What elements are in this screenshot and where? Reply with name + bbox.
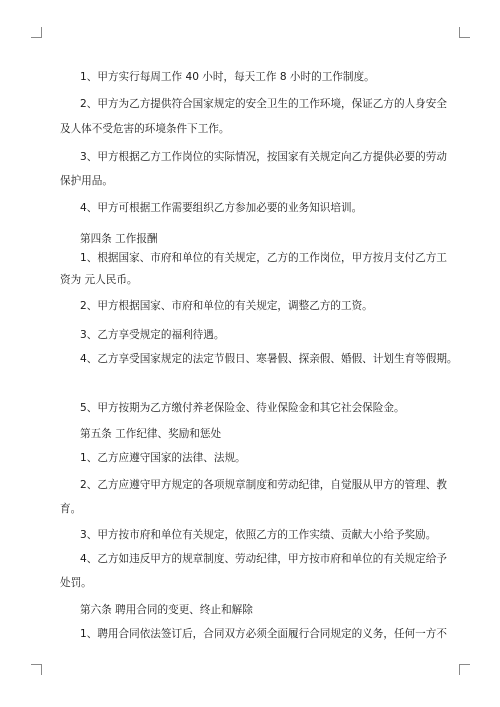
document-line: 4、乙方享受国家规定的法定节假日、寒暑假、探亲假、婚假、计划生育等假期。 <box>80 353 458 365</box>
document-line: 4、乙方如违反甲方的规章制度、劳动纪律，甲方按市府和单位的有关规定给予 <box>80 553 447 565</box>
document-line: 第五条 工作纪律、奖励和惩处 <box>80 428 222 440</box>
document-line: 1、聘用合同依法签订后，合同双方必须全面履行合同规定的义务，任何一方不 <box>80 628 447 640</box>
document-line: 1、甲方实行每周工作 40 小时，每天工作 8 小时的工作制度。 <box>80 71 375 83</box>
document-line: 1、乙方应遵守国家的法律、法规。 <box>80 452 246 464</box>
document-line: 资为 元人民币。 <box>60 274 138 286</box>
document-line: 第六条 聘用合同的变更、终止和解除 <box>80 604 253 616</box>
document-line: 保护用品。 <box>60 175 113 187</box>
document-line: 2、乙方应遵守甲方规定的各项规章制度和劳动纪律，自觉服从甲方的管理、教 <box>80 479 447 491</box>
document-line: 5、甲方按期为乙方缴付养老保险金、待业保险金和其它社会保险金。 <box>80 402 405 414</box>
document-line: 3、乙方享受规定的福利待遇。 <box>80 329 225 341</box>
document-line: 第四条 工作报酬 <box>80 233 158 245</box>
document-line: 3、甲方按市府和单位有关规定，依照乙方的工作实绩、贡献大小给予奖励。 <box>80 529 437 541</box>
document-line: 2、甲方为乙方提供符合国家规定的安全卫生的工作环境，保证乙方的人身安全 <box>80 98 447 110</box>
document-line: 4、甲方可根据工作需要组织乙方参加必要的业务知识培训。 <box>80 202 363 214</box>
crop-mark-top-right <box>459 27 470 38</box>
crop-mark-bottom-left <box>31 664 42 675</box>
document-line: 处罚。 <box>60 577 92 589</box>
document-line: 育。 <box>60 503 82 515</box>
crop-mark-bottom-right <box>459 664 470 675</box>
document-line: 及人体不受危害的环境条件下工作。 <box>60 123 230 135</box>
document-line: 2、甲方根据国家、市府和单位的有关规定，调整乙方的工资。 <box>80 300 373 312</box>
document-line: 3、甲方根据乙方工作岗位的实际情况，按国家有关规定向乙方提供必要的劳动 <box>80 151 447 163</box>
crop-mark-top-left <box>31 27 42 38</box>
document-line: 1、根据国家、市府和单位的有关规定，乙方的工作岗位，甲方按月支付乙方工 <box>80 252 447 264</box>
